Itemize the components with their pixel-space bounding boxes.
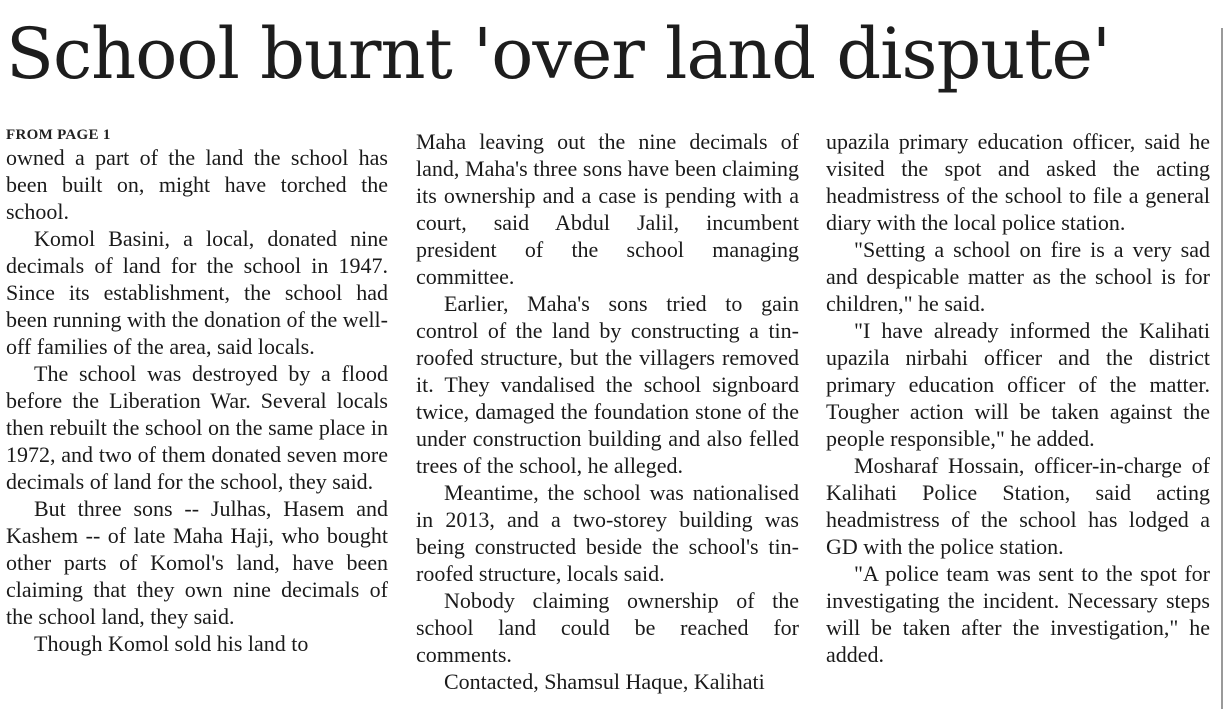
article-column-1 — [6, 126, 388, 657]
paragraph: Mosharaf Hossain, officer-in-charge of Kalihati Police Station, said acting headmistress of the school has lodged a GD with the police station. — [826, 453, 1210, 559]
article-column-3 — [826, 128, 1210, 668]
article-column-2 — [416, 128, 799, 695]
paragraph: Meantime, the school was nationalised in 2013, and a two-storey building was being constructed beside the school's tin-roofed structure, locals said. — [416, 480, 799, 586]
paragraph: "I have already informed the Kalihati upazila nirbahi officer and the district primary education officer of the matter. Tougher action will be taken against the people responsible," he added. — [826, 318, 1210, 451]
paragraph: But three sons -- Julhas, Hasem and Kashem -- of late Maha Haji, who bought other parts of Komol's land, have been claiming that they own nine decimals of the school land, they said. — [6, 496, 388, 629]
paragraph: The school was destroyed by a flood before the Liberation War. Several locals then rebuilt the school on the same place in 1972, and two of them donated seven more decimals of land for the school, they said. — [6, 361, 388, 494]
paragraph: Earlier, Maha's sons tried to gain control of the land by constructing a tin-roofed structure, but the villagers removed it. They vandalised the school signboard twice, damaged the foundation stone of the under construction building and also felled trees of the school, he alleged. — [416, 291, 799, 478]
paragraph: "Setting a school on fire is a very sad and despicable matter as the school is for children," he said. — [826, 237, 1210, 316]
paragraph: upazila primary education officer, said he visited the spot and asked the acting headmistress of the school to file a general diary with the local police station. — [826, 129, 1210, 235]
paragraph: Komol Basini, a local, donated nine decimals of land for the school in 1947. Since its establishment, the school had been running with the donation of the well-off families of the area, said locals. — [6, 226, 388, 359]
paragraph: Maha leaving out the nine decimals of land, Maha's three sons have been claiming its ownership and a case is pending with a court, said Abdul Jalil, incumbent president of the school managing committee. — [416, 129, 799, 289]
paragraph: Nobody claiming ownership of the school land could be reached for comments. — [416, 588, 799, 667]
paragraph: "A police team was sent to the spot for investigating the incident. Necessary steps will be taken after the investigation," he added. — [826, 561, 1210, 667]
headline: School burnt 'over land dispute' — [6, 13, 1111, 95]
column-rule — [1221, 28, 1223, 709]
paragraph: Contacted, Shamsul Haque, Kalihati — [444, 669, 765, 694]
paragraph: owned a part of the land the school has been built on, might have torched the school. — [6, 145, 388, 224]
continuation-kicker: FROM PAGE 1 — [6, 127, 111, 143]
paragraph: Though Komol sold his land to — [34, 631, 309, 656]
